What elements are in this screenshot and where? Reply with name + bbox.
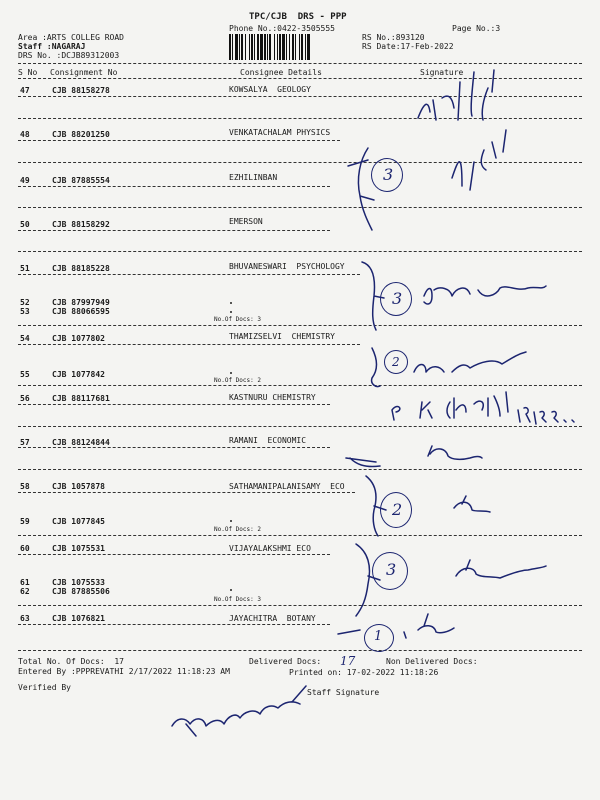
report-title: TPC/CJB DRS - PPP [249,12,347,22]
row-divider [18,469,582,470]
row-54-consignment: CJB 1077802 [52,334,105,343]
delivered-docs-value: 17 [340,654,356,668]
delivered-docs-label: Delivered Docs: [249,657,322,666]
phone-number: Phone No.:0422-3505555 [229,24,335,33]
row-divider [18,404,330,405]
group-docs-note: No.Of Docs: 3 [214,596,261,603]
row-divider [18,140,340,141]
col-sno: S No [18,68,38,77]
row-58-sno: 58 [20,482,30,491]
row-50-consignee: EMERSON [229,217,263,226]
row-divider [18,426,582,427]
row-divider [18,605,582,606]
printed-on: Printed on: 17-02-2022 11:18:26 [289,668,439,677]
ink-count-group-1: 3 [383,165,394,184]
row-56-consignment: CJB 88117681 [52,394,110,403]
row-47-consignment: CJB 88158278 [52,86,110,95]
entered-by: Entered By :PPPREVATHI 2/17/2022 11:18:23 AM [18,667,230,676]
signature-date-row-56 [518,408,574,424]
row-60-consignee: VIJAYALAKSHMI ECO [229,544,311,553]
ink-count-group-6: 1 [374,629,383,644]
signature-row-58 [454,496,490,512]
ink-circle-group-1 [371,158,403,192]
row-56-sno: 56 [20,394,30,403]
row-58-consignment: CJB 1057878 [52,482,105,491]
row-51-sno: 51 [20,264,30,273]
drs-number: DRS No. :DCJB89312003 [18,51,120,60]
row-49-consignment: CJB 87885554 [52,176,110,185]
ink-circle-group-5 [372,552,408,590]
signature-row-56 [392,392,508,420]
signature-row-48 [452,130,506,190]
row-52-dot [230,302,232,304]
row-54-consignee: THAMIZSELVI CHEMISTRY [229,332,335,341]
row-49-consignee: EZHILINBAN [229,173,278,182]
signature-row-57 [346,446,482,467]
col-signature: Signature [420,68,464,77]
row-54-sno: 54 [20,334,30,343]
row-55-consignment: CJB 1077842 [52,370,105,379]
ink-count-group-2: 3 [392,289,403,308]
group-docs-note: No.Of Docs: 2 [214,526,261,533]
signature-row-54 [414,352,526,372]
row-53-dot [230,311,232,313]
row-divider [18,230,330,231]
row-divider [18,325,582,326]
row-53-consignment: CJB 88066595 [52,307,110,316]
row-divider [18,344,360,345]
rs-number: RS No.:893120 [362,33,425,42]
row-divider [18,554,330,555]
row-58-consignee: SATHAMANIPALANISAMY ECO [229,482,345,491]
row-63-consignee: JAYACHITRA BOTANY [229,614,316,623]
row-59-dot [230,520,232,522]
barcode-bars [229,34,353,60]
row-57-consignee: RAMANI ECONOMIC [229,436,307,445]
ink-circle-group-2 [380,282,412,316]
bracket-group-3 [372,348,380,387]
ink-count-group-4: 2 [392,500,403,519]
row-50-consignment: CJB 88158292 [52,220,110,229]
row-55-sno: 55 [20,370,30,379]
group-docs-note: No.Of Docs: 3 [214,316,261,323]
staff-signature-scribble [172,686,306,736]
row-47-sno: 47 [20,86,30,95]
row-48-consignee: VENKATACHALAM PHYSICS [229,128,331,137]
row-62-consignment: CJB 87885506 [52,587,110,596]
staff-label: Staff :NAGARAJ [18,42,86,51]
row-divider [18,118,582,119]
row-divider [18,251,582,252]
ink-circle-group-6 [364,624,394,652]
row-divider [18,207,582,208]
total-docs: Total No. Of Docs: 17 [18,657,124,666]
row-50-sno: 50 [20,220,30,229]
row-divider [18,385,582,386]
row-51-consignment: CJB 88185228 [52,264,110,273]
row-63-sno: 63 [20,614,30,623]
bracket-group-1 [348,148,374,230]
row-47-consignee: KOWSALYA GEOLOGY [229,85,311,94]
row-divider [18,186,330,187]
row-49-sno: 49 [20,176,30,185]
row-52-sno: 52 [20,298,30,307]
row-56-consignee: KASTNURU CHEMISTRY [229,393,316,402]
non-delivered-docs: Non Delivered Docs: [386,657,478,666]
row-57-sno: 57 [20,438,30,447]
row-55-dot [230,372,232,374]
row-57-consignment: CJB 88124844 [52,438,110,447]
staff-signature-label: Staff Signature [307,688,380,697]
row-48-consignment: CJB 88201250 [52,130,110,139]
row-62-dot [230,589,232,591]
row-48-sno: 48 [20,130,30,139]
ink-count-group-3: 2 [392,355,400,369]
signature-row-63 [338,614,454,638]
row-divider [18,274,360,275]
verified-by: Verified By [18,683,71,692]
signature-row-51 [424,286,546,304]
row-divider [18,96,582,97]
row-divider [18,535,582,536]
row-divider [18,492,355,493]
signature-row-60 [456,560,546,578]
table-bottom-rule [18,650,582,651]
row-divider [18,447,330,448]
ink-count-group-5: 3 [386,560,397,579]
row-60-consignment: CJB 1075531 [52,544,105,553]
row-52-consignment: CJB 87997949 [52,298,110,307]
row-60-sno: 60 [20,544,30,553]
row-59-sno: 59 [20,517,30,526]
row-divider [18,162,582,163]
page-number: Page No.:3 [452,24,501,33]
area-label: Area :ARTS COLLEG ROAD [18,33,124,42]
ink-circle-group-3 [384,350,408,374]
row-51-consignee: BHUVANESWARI PSYCHOLOGY [229,262,345,271]
row-53-sno: 53 [20,307,30,316]
group-docs-note: No.Of Docs: 2 [214,377,261,384]
barcode [229,34,353,60]
row-63-consignment: CJB 1076821 [52,614,105,623]
ink-circle-group-4 [380,492,412,528]
col-consignee: Consignee Details [240,68,322,77]
row-59-consignment: CJB 1077845 [52,517,105,526]
row-62-sno: 62 [20,587,30,596]
row-divider [18,624,330,625]
col-consignment: Consignment No [50,68,118,77]
row-61-consignment: CJB 1075533 [52,578,105,587]
rs-date: RS Date:17-Feb-2022 [362,42,454,51]
header-rule-top [18,63,582,64]
row-61-sno: 61 [20,578,30,587]
header-rule-bottom [18,78,582,79]
